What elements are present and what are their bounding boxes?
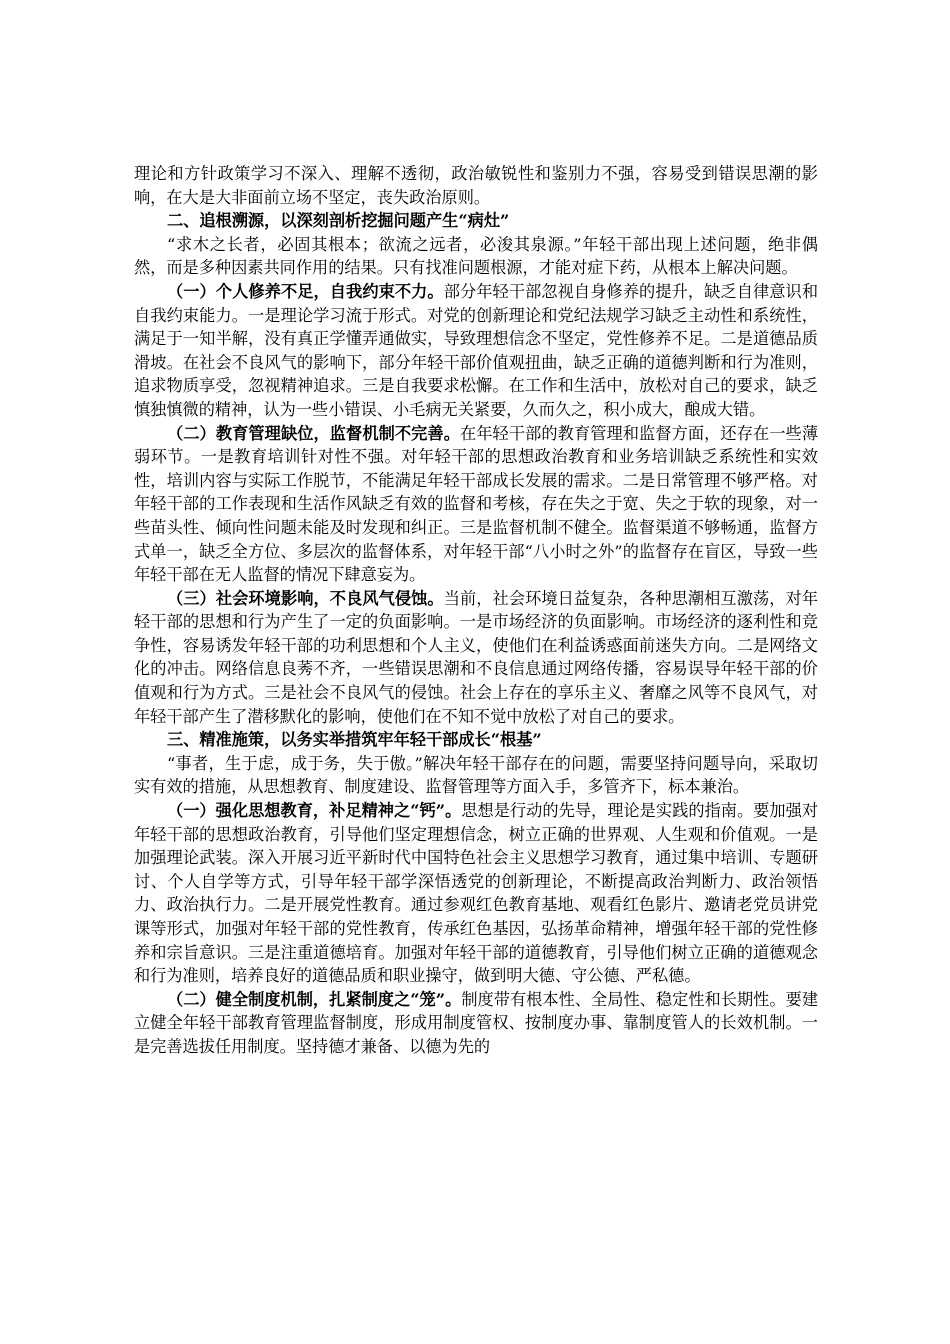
paragraph-text: 制度带有根本性、全局性、稳定性和长期性。要建立健全年轻干部教育管理监督制度，形成用制度管权、按制度办事、靠制度管人的长效机制。一是完善选拔任用制度。坚持德才兼备、以德为先的 — [134, 989, 819, 1056]
paragraph-intro-3 — [134, 752, 818, 799]
heading-text: 二、追根溯源，以深刻剖析挖掘问题产生“病灶” — [167, 211, 510, 231]
paragraph-intro-2 — [134, 233, 818, 280]
paragraph-text: 部分年轻干部忽视自身修养的提升，缺乏自律意识和自我约束能力。一是理论学习流于形式。对党的创新理论和党纪法规学习缺乏主动性和系统性，满足于一知半解，没有真正学懂弄通做实，导致理想信念不坚定，党性修养不足。二是道德品质滑坡。在社会不良风气的影响下，部分年轻干部价值观扭曲，缺乏正确的道德判断和行为准则，追求物质享受，忽视精神追求。三是自我要求松懈。在工作和生活中，放松对自己的要求，缺乏慎独慎微的精神，认为一些小错误、小毛病无关紧要，久而久之，积小成大，酿成大错。 — [134, 281, 819, 419]
paragraph-text: “求木之长者，必固其根本；欲流之远者，必浚其泉源。”年轻干部出现上述问题，绝非偶然，而是多种因素共同作用的结果。只有找准问题根源，才能对症下药，从根本上解决问题。 — [134, 234, 818, 278]
paragraph-lead: （三）社会环境影响，不良风气侵蚀。 — [167, 588, 444, 608]
paragraph-text: 思想是行动的先导，理论是实践的指南。要加强对年轻干部的思想政治教育，引导他们坚定理想信念，树立正确的世界观、人生观和价值观。一是加强理论武装。深入开展习近平新时代中国特色社会主义思想学习教育，通过集中培训、专题研讨、个人自学等方式，引导年轻干部学深悟透党的创新理论，不断提高政治判断力、政治领悟力、政治执行力。二是开展党性教育。通过参观红色教育基地、观看红色影片、邀请老党员讲党课等形式，加强对年轻干部的党性教育，传承红色基因，弘扬革命精神，增强年轻干部的党性修养和宗旨意识。三是注重道德培育。加强对年轻干部的道德教育，引导他们树立正确的道德观念和行为准则，培养良好的道德品质和职业操守，做到明大德、守公德、严私德。 — [134, 801, 819, 986]
paragraph-text: “事者，生于虑，成于务，失于傲。”解决年轻干部存在的问题，需要坚持问题导向，采取切实有效的措施，从思想教育、制度建设、监督管理等方面入手，多管齐下，标本兼治。 — [134, 753, 818, 797]
paragraph-3-1 — [134, 799, 818, 988]
paragraph-lead: （二）教育管理缺位，监督机制不完善。 — [167, 423, 460, 443]
paragraph-2-2 — [134, 422, 818, 587]
paragraph-text: 当前，社会环境日益复杂，各种思潮相互激荡，对年轻干部的思想和行为产生了一定的负面影响。一是市场经济的负面影响。市场经济的逐利性和竞争性，容易诱发年轻干部的功利思想和个人主义，使他们在利益诱惑面前迷失方向。二是网络文化的冲击。网络信息良莠不齐，一些错误思潮和不良信息通过网络传播，容易误导年轻干部的价值观和行为方式。三是社会不良风气的侵蚀。社会上存在的享乐主义、奢靡之风等不良风气，对年轻干部产生了潜移默化的影响，使他们在不知不觉中放松了对自己的要求。 — [134, 588, 819, 726]
section-heading-2 — [134, 209, 818, 233]
paragraph-lead: （二）健全制度机制，扎紧制度之“笼”。 — [167, 989, 462, 1009]
paragraph-2-3 — [134, 587, 818, 729]
heading-text: 三、精准施策，以务实举措筑牢年轻干部成长“根基” — [167, 730, 542, 750]
paragraph-text: 理论和方针政策学习不深入、理解不透彻，政治敏锐性和鉴别力不强，容易受到错误思潮的影响，在大是大非面前立场不坚定，丧失政治原则。 — [134, 164, 818, 207]
section-heading-3 — [134, 728, 818, 752]
paragraph-lead: （一）强化思想教育，补足精神之“钙”。 — [167, 801, 462, 821]
paragraph-text: 在年轻干部的教育管理和监督方面，还存在一些薄弱环节。一是教育培训针对性不强。对年轻干部的思想政治教育和业务培训缺乏系统性和实效性，培训内容与实际工作脱节，不能满足年轻干部成长发展的需求。二是日常管理不够严格。对年轻干部的工作表现和生活作风缺乏有效的监督和考核，存在失之于宽、失之于软的现象，对一些苗头性、倾向性问题未能及时发现和纠正。三是监督机制不健全。监督渠道不够畅通，监督方式单一，缺乏全方位、多层次的监督体系，对年轻干部“八小时之外”的监督存在盲区，导致一些年轻干部在无人监督的情况下肆意妄为。 — [134, 423, 819, 585]
paragraph-continuation — [134, 162, 818, 209]
paragraph-2-1 — [134, 280, 818, 422]
document-page — [134, 162, 818, 1059]
paragraph-lead: （一）个人修养不足，自我约束不力。 — [167, 281, 444, 301]
paragraph-3-2 — [134, 988, 818, 1059]
